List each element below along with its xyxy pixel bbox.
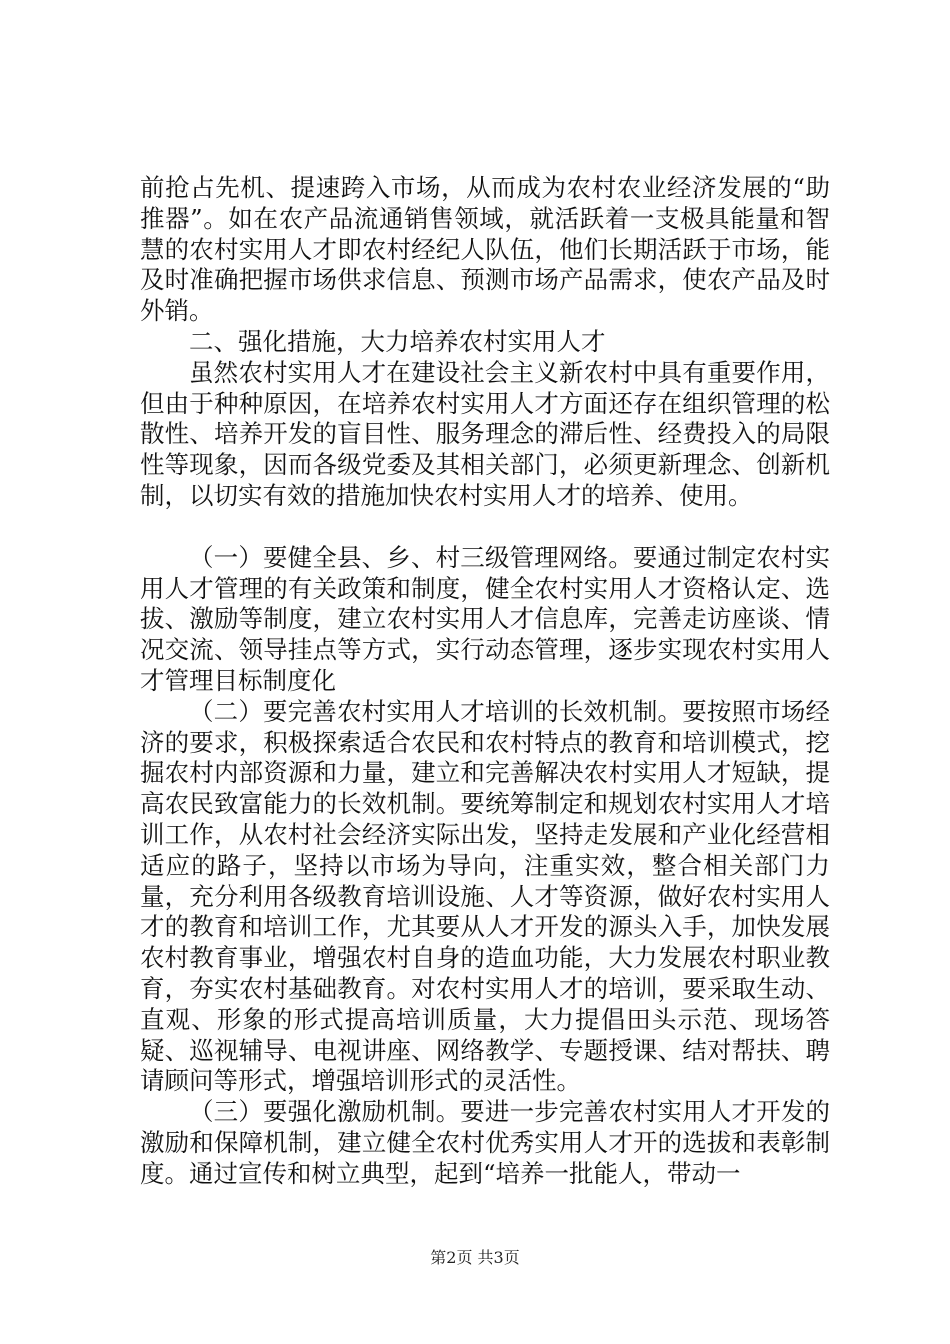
paragraph-item-1: （一）要健全县、乡、村三级管理网络。要通过制定农村实用人才管理的有关政策和制度，健全农村实用人才资格认定、选拔、激励等制度，建立农村实用人才信息库，完善走访座谈、情况交流、领导挂点等方式，实行动态管理，逐步实现农村实用人才管理目标制度化 [140, 542, 830, 695]
paragraph-item-3: （三）要强化激励机制。要进一步完善农村实用人才开发的激励和保障机制，建立健全农村优秀实用人才开的选拔和表彰制度。通过宣传和树立典型，起到“培养一批能人，带动一 [140, 1097, 830, 1188]
section-heading: 二、强化措施，大力培养农村实用人才 [189, 326, 606, 356]
paragraph-continuation: 前抢占先机、提速跨入市场，从而成为农村农业经济发展的“助推器”。如在农产品流通销售领域，就活跃着一支极具能量和智慧的农村实用人才即农村经纪人队伍，他们长期活跃于市场，能及时准确把握市场供求信息、预测市场产品需求，使农产品及时外销。 [140, 173, 830, 326]
document-body [140, 173, 830, 1190]
paragraph-item-2: （二）要完善农村实用人才培训的长效机制。要按照市场经济的要求，积极探索适合农民和农村特点的教育和培训模式，挖掘农村内部资源和力量，建立和完善解决农村实用人才短缺，提高农民致富能力的长效机制。要统筹制定和规划农村实用人才培训工作，从农村社会经济实际出发，坚持走发展和产业化经营相适应的路子，坚持以市场为导向，注重实效，整合相关部门力量，充分利用各级教育培训设施、人才等资源，做好农村实用人才的教育和培训工作，尤其要从人才开发的源头入手，加快发展农村教育事业，增强农村自身的造血功能，大力发展农村职业教育，夯实农村基础教育。对农村实用人才的培训，要采取生动、直观、形象的形式提高培训质量，大力提倡田头示范、现场答疑、巡视辅导、电视讲座、网络教学、专题授课、结对帮扶、聘请顾问等形式，增强培训形式的灵活性。 [140, 696, 830, 1096]
paragraph-gap [140, 512, 830, 543]
page-footer: 第2页 共3页 [430, 1248, 520, 1267]
paragraph-intro: 虽然农村实用人才在建设社会主义新农村中具有重要作用，但由于种种原因，在培养农村实用人才方面还存在组织管理的松散性、培养开发的盲目性、服务理念的滞后性、经费投入的局限性等现象，因而各级党委及其相关部门，必须更新理念、创新机制，以切实有效的措施加快农村实用人才的培养、使用。 [140, 357, 830, 510]
